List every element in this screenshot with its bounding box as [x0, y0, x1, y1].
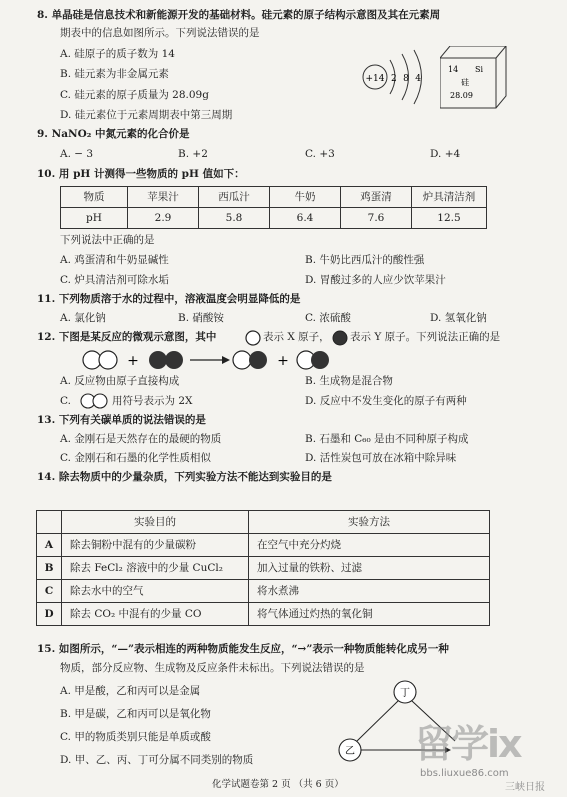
page-footer: 化学试题卷第 2 页 （共 6 页）	[212, 779, 344, 790]
q10-option-c: C. 炉具清洁剂可除水垢	[60, 274, 169, 286]
q8-stem-cont: 期表中的信息如图所示。下列说法错误的是	[60, 27, 260, 39]
table-row: C 除去水中的空气 将水煮沸	[37, 580, 490, 603]
q8-option-d: D. 硅元素位于元素周期表中第三周期	[60, 109, 233, 121]
q13-option-d: D. 活性炭包可放在冰箱中除异味	[305, 452, 457, 464]
x2-molecule-icon	[80, 393, 110, 409]
q10-option-b: B. 牛奶比西瓜汁的酸性强	[305, 254, 425, 266]
q9-option-b: B. +2	[178, 148, 208, 160]
q13-option-a: A. 金刚石是天然存在的最硬的物质	[60, 433, 222, 445]
watermark-brand: 三峡日报	[505, 782, 545, 793]
table-row: B 除去 FeCl₂ 溶液中的少量 CuCl₂ 加入过量的铁粉、过滤	[37, 557, 490, 580]
q12-stem-b: 表示 X 原子，	[263, 331, 330, 343]
electron-shells: 2 8 4	[391, 74, 421, 84]
ph-table: 物质 苹果汁 西瓜汁 牛奶 鸡蛋清 炉具清洁剂 pH 2.9 5.8 6.4 7.6 12.5	[60, 186, 487, 229]
q8-option-a: A. 硅原子的质子数为 14	[60, 48, 175, 60]
q8-stem: 8. 单晶硅是信息技术和新能源开发的基础材料。硅元素的原子结构示意图及其在元素周	[37, 9, 441, 21]
q13-option-b: B. 石墨和 C₆₀ 是由不同种原子构成	[305, 433, 469, 445]
q11-option-d: D. 氢氧化钠	[430, 312, 487, 324]
svg-text:28.09: 28.09	[450, 91, 473, 100]
watermark-url: bbs.liuxue86.com	[420, 768, 509, 779]
q9-stem: 9. NaNO₂ 中氮元素的化合价是	[37, 128, 190, 140]
q12-stem: 12. 下图是某反应的微观示意图，其中	[37, 331, 217, 343]
svg-text:+: +	[127, 353, 139, 369]
q11-option-c: C. 浓硫酸	[305, 312, 351, 324]
q15-option-c: C. 甲的物质类别只能是单质或酸	[60, 731, 211, 743]
q10-option-d: D. 胃酸过多的人应少饮苹果汁	[305, 274, 446, 286]
svg-text:+: +	[277, 353, 289, 369]
q9-option-c: C. +3	[305, 148, 335, 160]
q10-stem: 10. 用 pH 计测得一些物质的 pH 值如下：	[37, 168, 245, 180]
q12-option-c-text: 用符号表示为 2X	[112, 395, 193, 407]
table-row: A 除去铜粉中混有的少量碳粉 在空气中充分灼烧	[37, 534, 490, 557]
q12-option-c: C.	[60, 395, 71, 407]
node-top-label: 丁	[400, 688, 410, 699]
svg-text:14: 14	[448, 65, 459, 74]
silicon-atom-diagram	[360, 46, 440, 108]
q8-option-b: B. 硅元素为非金属元素	[60, 68, 169, 80]
q9-option-a: A. − 3	[60, 148, 94, 160]
q10-option-a: A. 鸡蛋清和牛奶显碱性	[60, 254, 169, 266]
node-left-label: 乙	[345, 746, 355, 757]
q11-option-a: A. 氯化钠	[60, 312, 106, 324]
q15-option-d: D. 甲、乙、丙、丁可分属不同类别的物质	[60, 754, 254, 766]
purification-table: 实验目的 实验方法 A 除去铜粉中混有的少量碳粉 在空气中充分灼烧 B 除去 FeCl₂ 溶液中的少量 CuCl₂ 加入过量的铁粉、过滤 C 除去水中的空气 将水煮沸 D 除去 CO₂ 中混有的少量 CO 将气体通过灼热的氧化铜	[36, 510, 490, 626]
nucleus-charge: +14	[365, 74, 385, 84]
periodic-table-cell	[440, 46, 508, 110]
q14-stem: 14. 除去物质中的少量杂质，下列实验方法不能达到实验目的是	[37, 471, 332, 483]
q9-option-d: D. +4	[430, 148, 461, 160]
svg-text:Si: Si	[475, 65, 484, 74]
q12-option-b: B. 生成物是混合物	[305, 375, 393, 387]
q13-stem: 13. 下列有关碳单质的说法错误的是	[37, 414, 206, 426]
q11-option-b: B. 硝酸铵	[178, 312, 224, 324]
q12-option-d: D. 反应中不发生变化的原子有两种	[305, 395, 467, 407]
q15-option-b: B. 甲是碳，乙和丙可以是氧化物	[60, 708, 211, 720]
y-atom-icon	[332, 330, 348, 346]
q13-option-c: C. 金刚石和石墨的化学性质相似	[60, 452, 211, 464]
q12-stem-c: 表示 Y 原子。下列说法正确的是	[350, 331, 501, 343]
q11-stem: 11. 下列物质溶于水的过程中，溶液温度会明显降低的是	[37, 293, 301, 305]
table-row: D 除去 CO₂ 中混有的少量 CO 将气体通过灼热的氧化铜	[37, 603, 490, 626]
x-atom-icon	[245, 330, 261, 346]
svg-text:硅: 硅	[461, 78, 469, 87]
watermark-logo: 留学ix	[415, 722, 521, 766]
q8-option-c: C. 硅元素的原子质量为 28.09g	[60, 89, 209, 101]
reaction-diagram	[80, 348, 340, 372]
q15-stem: 15. 如图所示，“—”表示相连的两种物质能发生反应，“→”表示一种物质能转化成另一种	[37, 643, 449, 655]
q10-sub: 下列说法中正确的是	[60, 234, 155, 246]
q12-option-a: A. 反应物由原子直接构成	[60, 375, 180, 387]
q15-stem-cont: 物质，部分反应物、生成物及反应条件未标出。下列说法错误的是	[60, 662, 365, 674]
q15-option-a: A. 甲是酸，乙和丙可以是金属	[60, 685, 201, 697]
